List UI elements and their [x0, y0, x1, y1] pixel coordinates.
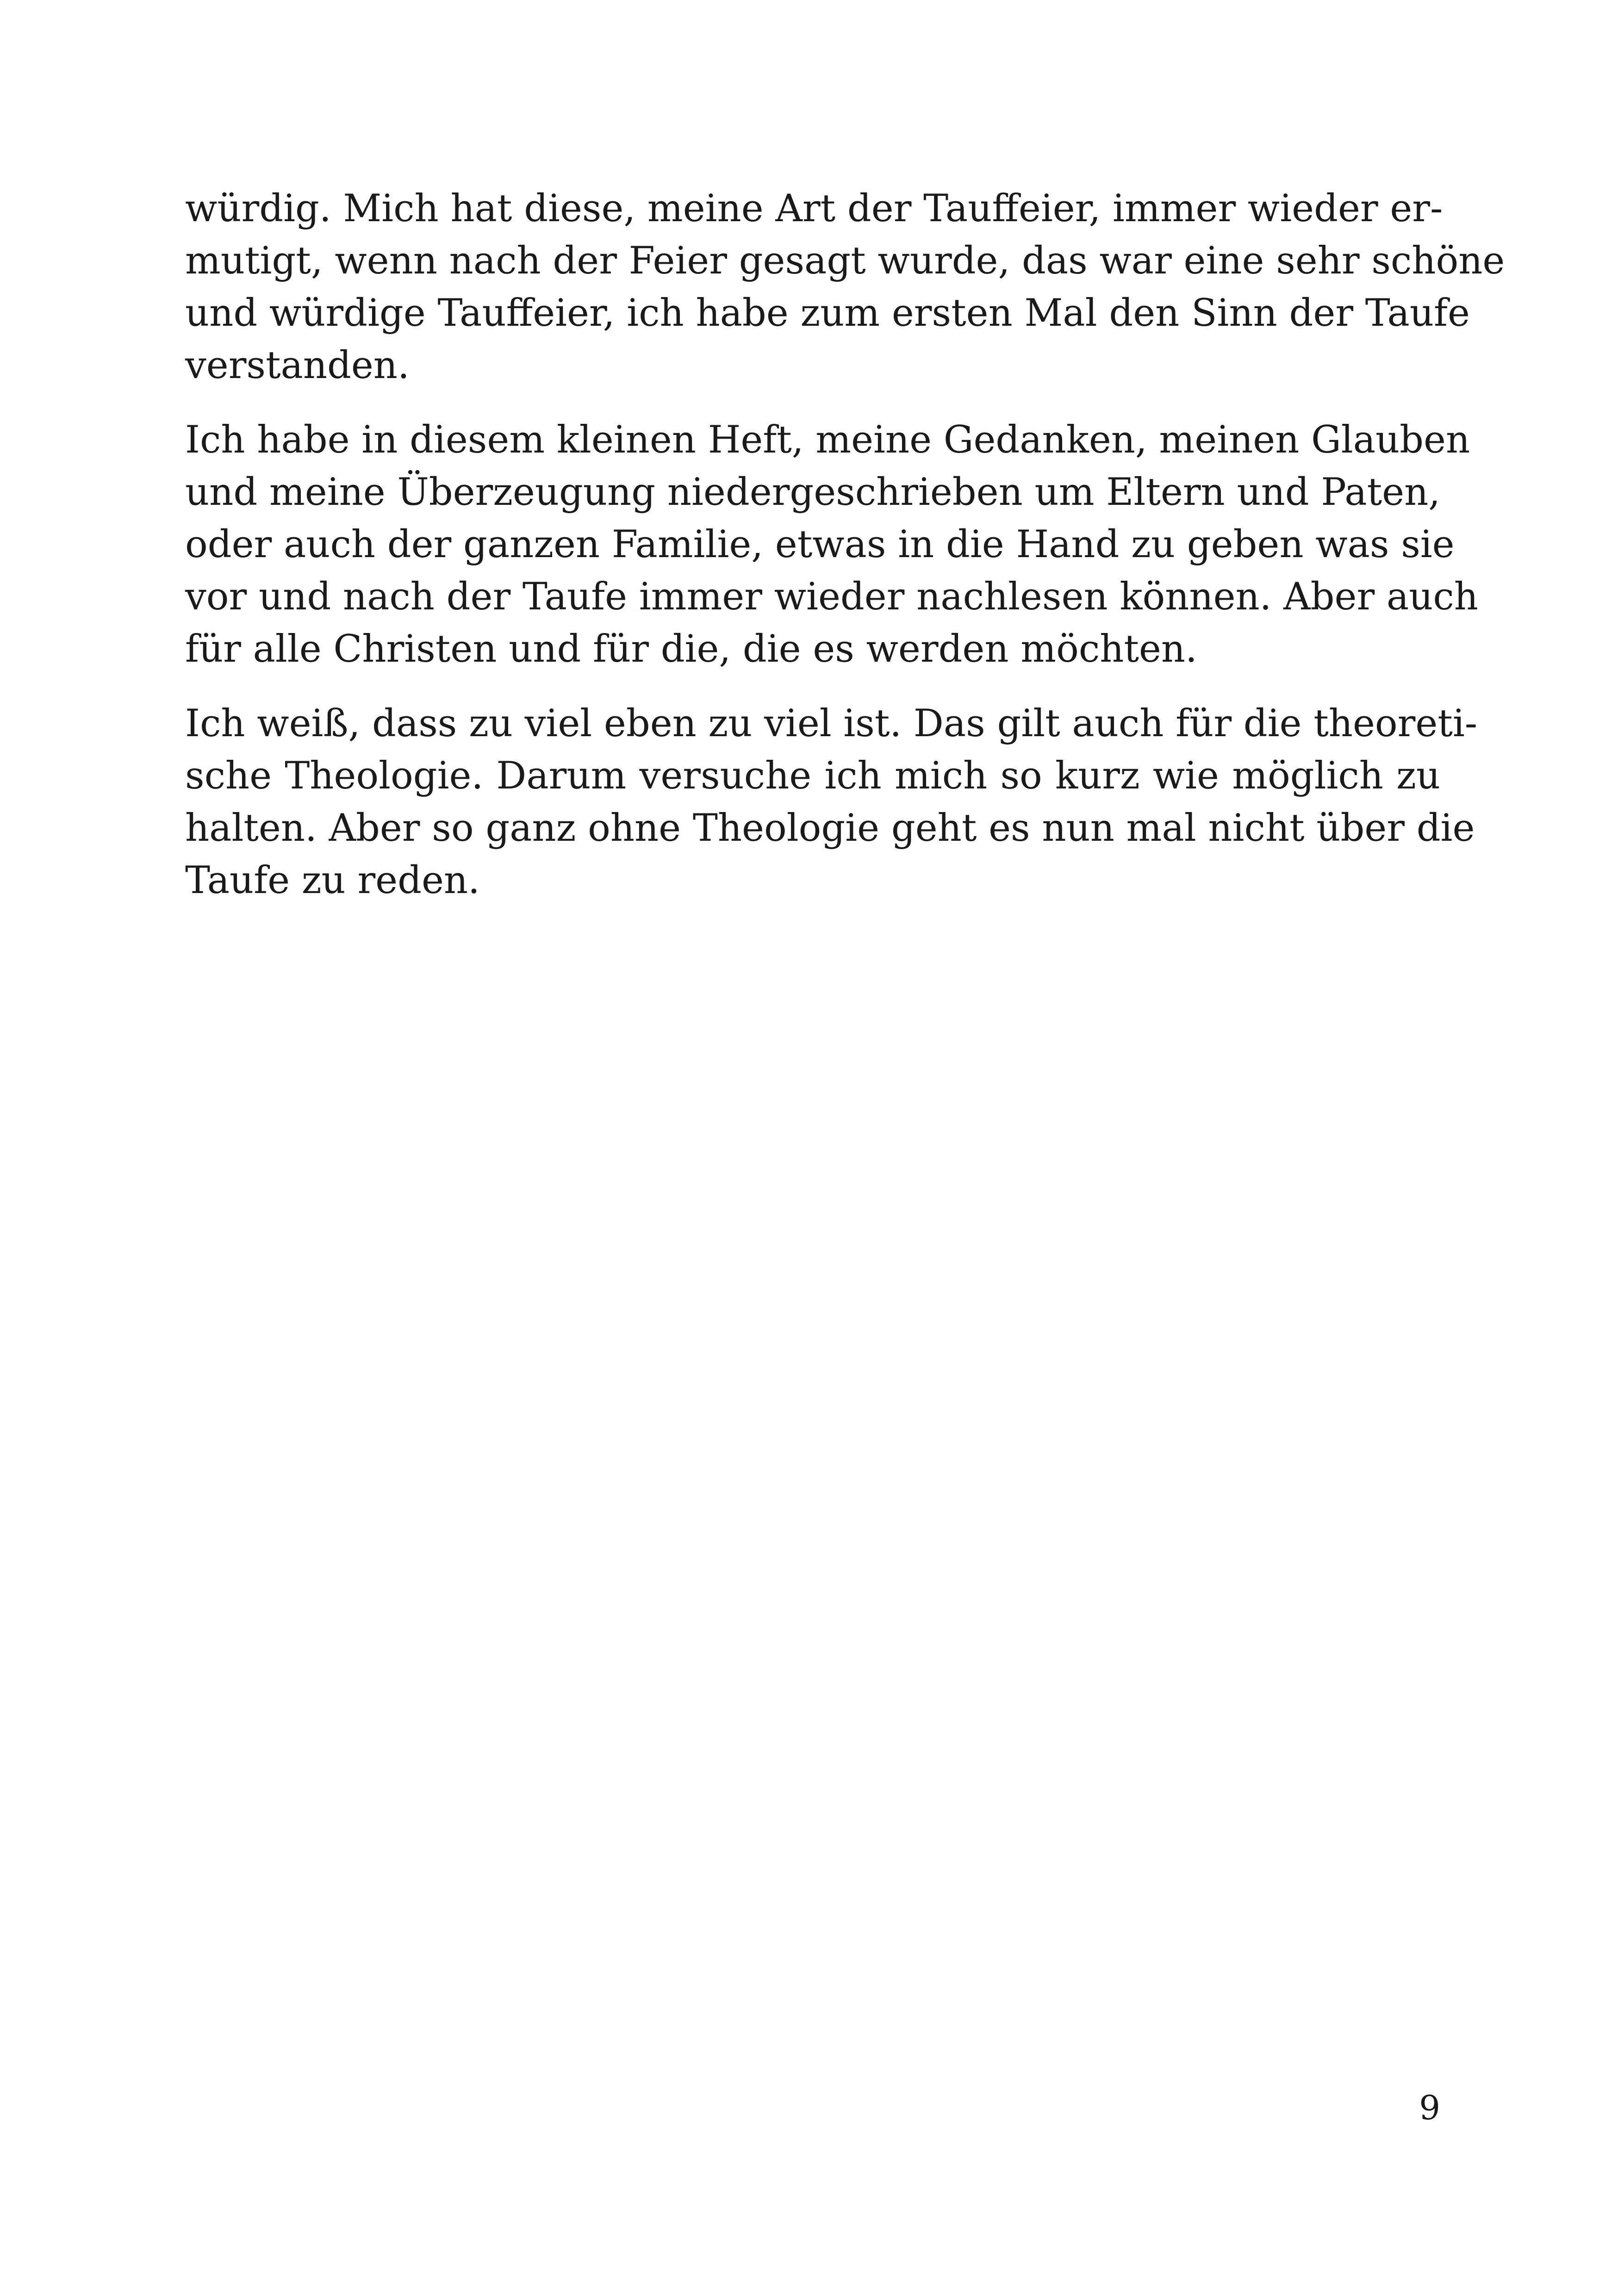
text-line: würdig. Mich hat diese, meine Art der Tauffeier, immer wieder er- — [185, 187, 1443, 230]
paragraph-3 — [185, 698, 1478, 907]
text-line: und würdige Tauffeier, ich habe zum ersten Mal den Sinn der Taufe — [185, 292, 1470, 335]
text-line: Taufe zu reden. — [185, 859, 480, 902]
text-line: und meine Überzeugung niedergeschrieben um Eltern und Paten, — [185, 471, 1440, 514]
text-line: verstanden. — [185, 344, 410, 387]
text-line: sche Theologie. Darum versuche ich mich so kurz wie möglich zu — [185, 754, 1440, 798]
paragraph-1 — [185, 183, 1505, 392]
text-line: halten. Aber so ganz ohne Theologie geht es nun mal nicht über die — [185, 807, 1475, 850]
paragraph-2 — [185, 414, 1478, 676]
page-number: 9 — [1419, 2088, 1440, 2127]
text-line: für alle Christen und für die, die es werden möchten. — [185, 627, 1197, 671]
text-line: mutigt, wenn nach der Feier gesagt wurde, das war eine sehr schöne — [185, 239, 1505, 283]
body-text — [185, 183, 1505, 929]
text-line: Ich weiß, dass zu viel eben zu viel ist. Das gilt auch für die theoreti- — [185, 702, 1478, 745]
text-line: vor und nach der Taufe immer wieder nachlesen können. Aber auch — [185, 575, 1478, 619]
text-line: Ich habe in diesem kleinen Heft, meine Gedanken, meinen Glauben — [185, 418, 1470, 462]
text-line: oder auch der ganzen Familie, etwas in die Hand zu geben was sie — [185, 523, 1455, 566]
